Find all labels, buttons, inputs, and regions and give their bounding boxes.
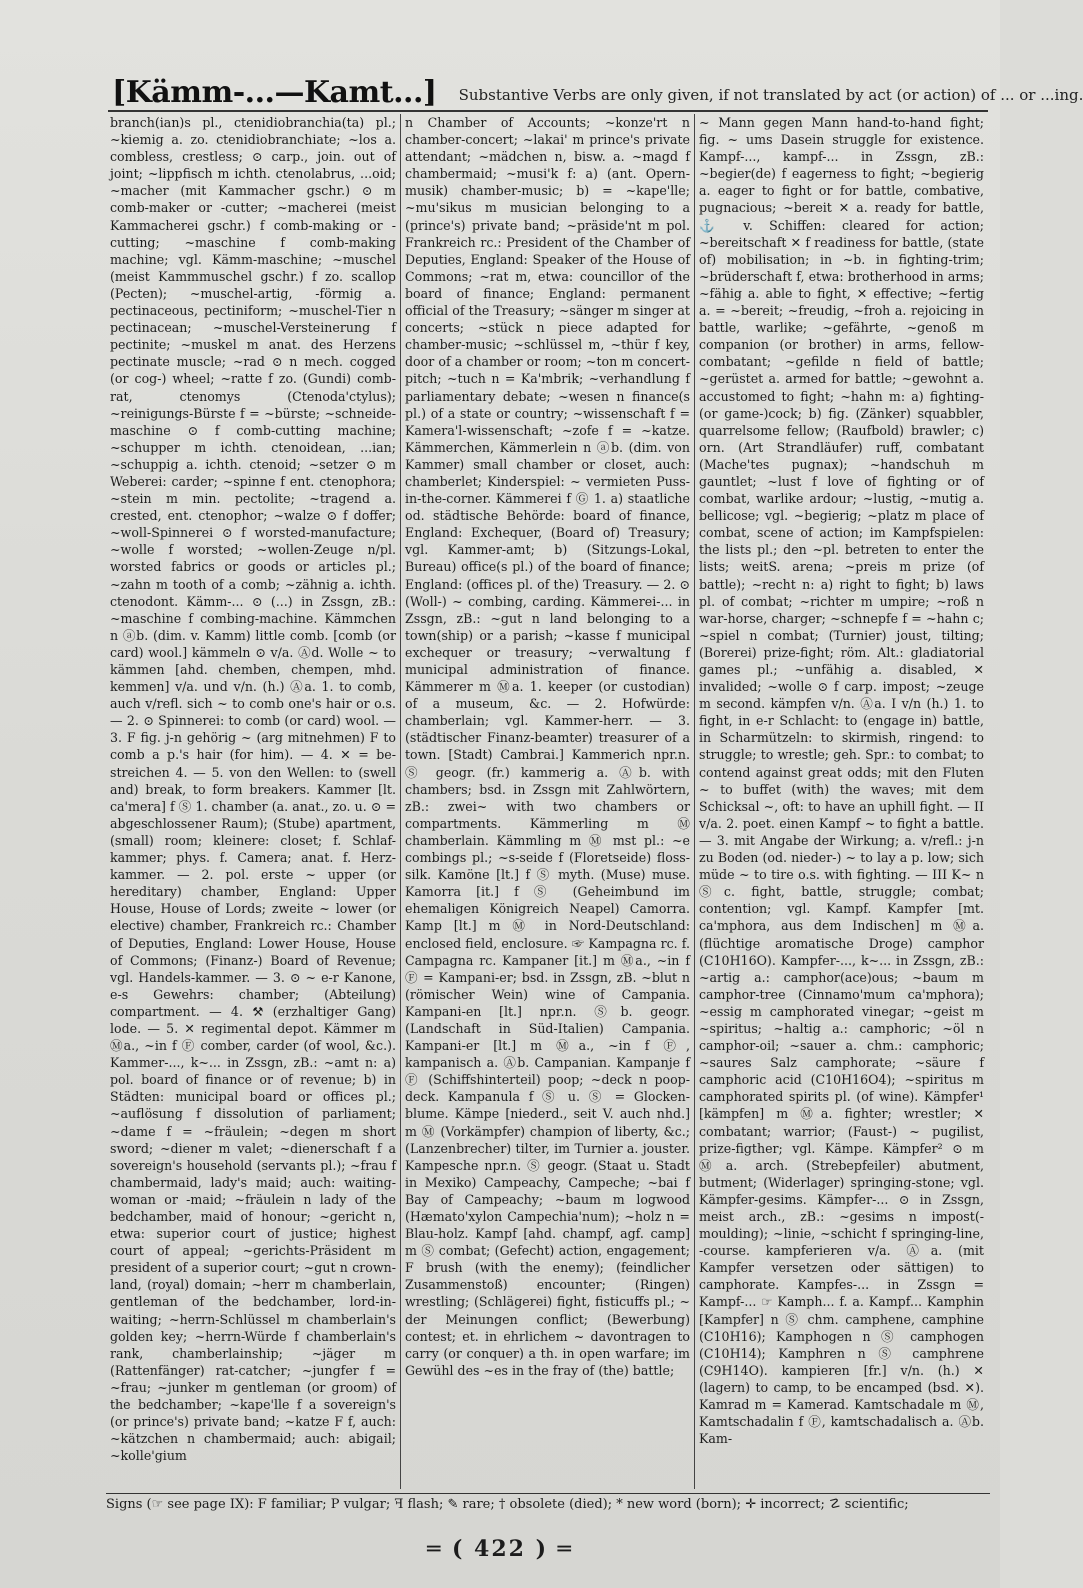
column-right-text: ~ Mann gegen Mann hand-to-hand fight; fig. ~ ums Dasein struggle for existence. Kampf-..., kampf-... in Zssgn, zB.: ~begier(de) f eagerness to fight; ~begierig a. eager to fight or for battle, combative, pugnacious; ~bereit ✕ a. ready for battle, ⚓ v. Schiffen: cleared for action; ~bereitschaft ✕ f readiness for battle, (state of) mobilisation; in ~b. in fighting-trim; ~brüderschaft f, etwa: brotherhood in arms; ~fähig a. able to fight, ✕ effective; ~fertig a. = ~bereit; ~freudig, ~froh a. rejoicing in battle, warlike; ~gefährte, ~genoß m companion (or brother) in arms, fellow-combatant; ~gefilde n field of battle; ~gerüstet a. armed for battle; ~gewohnt a. accustomed to fight; ~hahn m: a) fighting- (or game-)cock; b) fig. (Zänker) squabbler, quarrelsome fellow; (Raufbold) brawler; c) orn. (Art Strandläufer) ruff, combatant (Mache'tes pugnax); ~handschuh m gauntlet; ~lust f love of fighting or of combat, warlike ardour; ~lustig, ~mutig a. bellicose; vgl. ~begierig; ~platz m place of combat, scene of action; im Kampfspielen: the lists pl.; den ~pl. betreten to enter the lists; weitS. arena; ~preis m prize (of battle); ~recht n: a) right to fight; b) laws pl. of combat; ~richter m umpire; ~roß n war-horse, charger; ~schnepfe f = ~hahn c; ~spiel n combat; (Turnier) joust, tilting; (Borerei) prize-fight; röm. Alt.: gladiatorial games pl.; ~unfähig a. disabled, ✕ invalided; ~wolle ⊙ f carp. impost; ~zeuge m second. kämpfen v/n. Ⓐa. I v/n (h.) 1. to fight, in e-r Schlacht: to (engage in) battle, in Scharmützeln: to skirmish, ringend: to struggle; to wrestle; geh. Spr.: to combat; to contend against great odds; mit den Fluten ~ to buffet (with) the waves; mit dem Schicksal ~, oft: to have an uphill fight. — II v/a. 2. poet. einen Kampf ~ to fight a battle. — 3. mit Angabe der Wirkung; a. v/refl.: j-n zu Boden (od. nieder-) ~ to lay a p. low; sich müde ~ to tire o.s. with fighting. — III K~ n Ⓢc. fight, battle, struggle; combat; contention; vgl. Kampf. Kampfer [mt. ca'mphora, aus dem Indischen] m Ⓜa. (flüchtige aromatische Droge) camphor (C10H16O). Kampfer-..., k~... in Zssgn, zB.: ~artig a.: camphor(ace)ous; ~baum m camphor-tree (Cinnamo'mum ca'mphora); ~essig m camphorated vinegar; ~geist m ~spiritus; ~haltig a.: camphoric; ~öl n camphor-oil; ~sauer a. chm.: camphoric; ~saures Salz camphorate; ~säure f camphoric acid (C10H16O4); ~spiritus m camphorated spirits pl. (of wine). Kämpfer¹ [kämpfen] m Ⓜa. fighter; wrestler; ✕ combatant; warrior; (Faust-) ~ pugilist, prize-figther; vgl. Kämpe. Kämpfer² ⊙ m Ⓜa. arch. (Strebepfeiler) abutment, butment; (Widerlager) springing-stone; vgl. Kämpfer-gesims. Kämpfer-... ⊙ in Zssgn, meist arch., zB.: ~gesims n impost(-moulding); ~linie, ~schicht f springing-line, -course. kampferieren v/a. Ⓐa. (mit Kampfer versetzen oder sättigen) to camphorate. Kampfes-... in Zssgn = Kampf-... ☞ Kamph... f. a. Kampf... Kamphin [Kampfer] n Ⓢ chm. camphene, camphine (C10H16); Kamphogen n Ⓢ camphogen (C10H14); Kamphren n Ⓢ camphrene (C9H14O). kampieren [fr.] v/n. (h.) ✕ (lagern) to camp, to be encamped (bsd. ✕). Kamrad m = Kamerad. Kamtschadale m Ⓜ, Kamtschadalin f Ⓕ, kamtschadalisch a. Ⓐb. Kam- <box>699 115 984 1447</box>
page-header <box>112 52 1083 110</box>
header-rule <box>108 110 988 112</box>
column-middle <box>400 114 694 1489</box>
footer-rule <box>106 1493 990 1494</box>
signs-legend: Signs (☞ see page IX): F familiar; P vulgar; ꟻ flash; ✎ rare; † obsolete (died); * new word (born); ✛ incorrect; ☡ scientific; <box>106 1497 909 1512</box>
column-middle-text: n Chamber of Accounts; ~konze'rt n chamber-concert; ~lakai' m prince's private attendant; ~mädchen n, bisw. a. ~magd f chambermaid; ~musi'k f: a) (ant. Opern-musik) chamber-music; b) = ~kape'lle; ~mu'sikus m musician belonging to a (prince's) private band; ~präside'nt m pol. Frankreich rc.: President of the Chamber of Deputies, England: Speaker of the House of Commons; ~rat m, etwa: councillor of the board of finance; England: permanent official of the Treasury; ~sänger m singer at concerts; ~stück n piece adapted for chamber-music; ~schlüssel m, ~thür f key, door of a chamber or room; ~ton m concert-pitch; ~tuch n = Ka'mbrik; ~verhandlung f parliamentary debate; ~wesen n finance(s pl.) of a state or country; ~wissenschaft f = Kamera'l-wissenschaft; ~zofe f = ~katze. Kämmerchen, Kämmerlein n ⓐb. (dim. von Kammer) small chamber or closet, auch: chamberlet; Kinderspiel: ~ vermieten Puss-in-the-corner. Kämmerei f Ⓖ 1. a) staatliche od. städtische Behörde: board of finance, England: Exchequer, (Board of) Treasury; vgl. Kammer-amt; b) (Sitzungs-Lokal, Bureau) office(s pl.) of the board of finance; England: (offices pl. of the) Treasury. — 2. ⊙ (Woll-) ~ combing, carding. Kämmerei-... in Zssgn, zB.: ~gut n land belonging to a town(ship) or a parish; ~kasse f municipal exchequer or treasury; ~verwaltung f municipal administration of finance. Kämmerer m Ⓜa. 1. keeper (or custodian) of a museum, &c. — 2. Hofwürde: chamberlain; vgl. Kammer-herr. — 3. (städtischer Finanz-beamter) treasurer of a town. [Stadt) Cambrai.] Kammerich npr.n. Ⓢ geogr. (fr.) kammerig a. Ⓐb. with chambers; bsd. in Zssgn mit Zahlwörtern, zB.: zwei~ with two chambers or compartments. Kämmerling m Ⓜ chamberlain. Kämmling m Ⓜ mst pl.: ~e combings pl.; ~s-seide f (Floretseide) floss-silk. Kamöne [lt.] f Ⓢ myth. (Muse) muse. Kamorra [it.] f Ⓢ (Geheimbund im ehemaligen Königreich Neapel) Camorra. Kamp [lt.] m Ⓜ in Nord-Deutschland: enclosed field, enclosure. ☞ Kampagna rc. f. Campagna rc. Kampaner [it.] m Ⓜa., ~in f Ⓕ = Kampani-er; bsd. in Zssgn, zB. ~blut n (römischer Wein) wine of Campania. Kampani-en [lt.] npr.n. Ⓢb. geogr. (Landschaft in Süd-Italien) Campania. Kampani-er [lt.] m Ⓜa., ~in f Ⓕ, kampanisch a. Ⓐb. Campanian. Kampanje f Ⓕ (Schiffshinterteil) poop; ~deck n poop-deck. Kampanula f Ⓢ u. Ⓢ = Glocken-blume. Kämpe [niederd., seit V. auch nhd.] m Ⓜ (Vorkämpfer) champion of liberty, &c.; (Lanzenbrecher) tilter, im Turnier a. jouster. Kampesche npr.n. Ⓢ geogr. (Staat u. Stadt in Mexiko) Campeachy, Campeche; ~bai f Bay of Campeachy; ~baum m logwood (Hæmato'xylon Campechia'num); ~holz n = Blau-holz. Kampf [ahd. champf, agf. camp] m Ⓢ combat; (Gefecht) action, engagement; F brush (with the enemy); (feindlicher Zusammenstoß) encounter; (Ringen) wrestling; (Schlägerei) fight, fisticuffs pl.; ~ der Meinungen conflict; (Bewerbung) contest; et. in ehrlichem ~ davontragen to carry (or conquer) a th. in open warfare; im Gewühl des ~es in the fray of (the) battle; <box>405 115 690 1378</box>
column-left <box>106 114 400 1489</box>
column-right <box>694 114 988 1489</box>
page-number: ═ ( 422 ) ═ <box>427 1536 573 1562</box>
page-title: [Kämm-...—Kamt...] <box>112 75 437 110</box>
text-columns <box>106 114 990 1489</box>
header-note: Substantive Verbs are only given, if not translated by act (or action) of ... or ...ing. <box>458 86 1083 104</box>
column-left-text: branch(ian)s pl., ctenidiobranchia(ta) pl.; ~kiemig a. zo. ctenidiobranchiate; ~los a. combless, crestless; ⊙ carp., join. out of joint; ~lippfisch m ichth. ctenolabrus, ...oid; ~macher (mit Kammacher gschr.) ⊙ m comb-maker or -cutter; ~macherei (meist Kammacherei gschr.) f comb-making or -cutting; ~maschine f comb-making machine; vgl. Kämm-maschine; ~muschel (meist Kammmuschel gschr.) f zo. scallop (Pecten); ~muschel-artig, -förmig a. pectinaceous, pectiniform; ~muschel-Tier n pectinacean; ~muschel-Versteinerung f pectinite; ~muskel m anat. des Herzens pectinate muscle; ~rad ⊙ n mech. cogged (or cog-) wheel; ~ratte f zo. (Gundi) comb-rat, ctenomys (Ctenoda'ctylus); ~reinigungs-Bürste f = ~bürste; ~schneide-maschine ⊙ f comb-cutting machine; ~schupper m ichth. ctenoidean, ...ian; ~schuppig a. ichth. ctenoid; ~setzer ⊙ m Weberei: carder; ~spinne f ent. ctenophora; ~stein m min. pectolite; ~tragend a. crested, ent. ctenophor; ~walze ⊙ f doffer; ~woll-Spinnerei ⊙ f worsted-manufacture; ~wolle f worsted; ~wollen-Zeuge n/pl. worsted fabrics or goods or articles pl.; ~zahn m tooth of a comb; ~zähnig a. ichth. ctenodont. Kämm-... ⊙ (...) in Zssgn, zB.: ~maschine f combing-machine. Kämmchen n ⓐb. (dim. v. Kamm) little comb. [comb (or card) wool.] kämmeln ⊙ v/a. Ⓐd. Wolle ~ to kämmen [ahd. chemben, chempen, mhd. kemmen] v/a. und v/n. (h.) Ⓐa. 1. to comb, auch v/refl. sich ~ to comb one's hair or o.s. — 2. ⊙ Spinnerei: to comb (or card) wool. — 3. F fig. j-n gehörig ~ (arg mitnehmen) F to comb a p.'s hair (for him). — 4. ✕ = be-streichen 4. — 5. von den Wellen: to (swell and) break, to form breakers. Kammer [lt. ca'mera] f Ⓢ 1. chamber (a. anat., zo. u. ⊙ = abgeschlossener Raum); (Stube) apartment, (small) room; kleinere: closet; f. Schlaf-kammer; phys. f. Camera; anat. f. Herz-kammer. — 2. pol. erste ~ upper (or hereditary) chamber, England: Upper House, House of Lords; zweite ~ lower (or elective) chamber, Frankreich rc.: Chamber of Deputies, England: Lower House, House of Commons; (Finanz-) Board of Revenue; vgl. Handels-kammer. — 3. ⊙ ~ e-r Kanone, e-s Gewehrs: chamber; (Abteilung) compartment. — 4. ⚒ (erzhaltiger Gang) lode. — 5. ✕ regimental depot. Kämmer m Ⓜa., ~in f Ⓕ comber, carder (of wool, &c.). Kammer-..., k~... in Zssgn, zB.: ~amt n: a) pol. board of finance or of revenue; b) in Städten: municipal board or offices pl.; ~auflösung f dissolution of parliament; ~dame f = ~fräulein; ~degen m short sword; ~diener m valet; ~dienerschaft f a sovereign's household (servants pl.); ~frau f chambermaid, lady's maid; auch: waiting-woman or -maid; ~fräulein n lady of the bedchamber, maid of honour; ~gericht n, etwa: superior court of justice; highest court of appeal; ~gerichts-Präsident m president of a superior court; ~gut n crown-land, (royal) domain; ~herr m chamberlain, gentleman of the bedchamber, lord-in-waiting; ~herrn-Schlüssel m chamberlain's golden key; ~herrn-Würde f chamberlain's rank, chamberlainship; ~jäger m (Rattenfänger) rat-catcher; ~jungfer f = ~frau; ~junker m gentleman (or groom) of the bedchamber; ~kape'lle f a sovereign's (or prince's) private band; ~katze F f, auch: ~kätzchen n chambermaid; auch: abigail; ~kolle'gium <box>110 115 396 1464</box>
